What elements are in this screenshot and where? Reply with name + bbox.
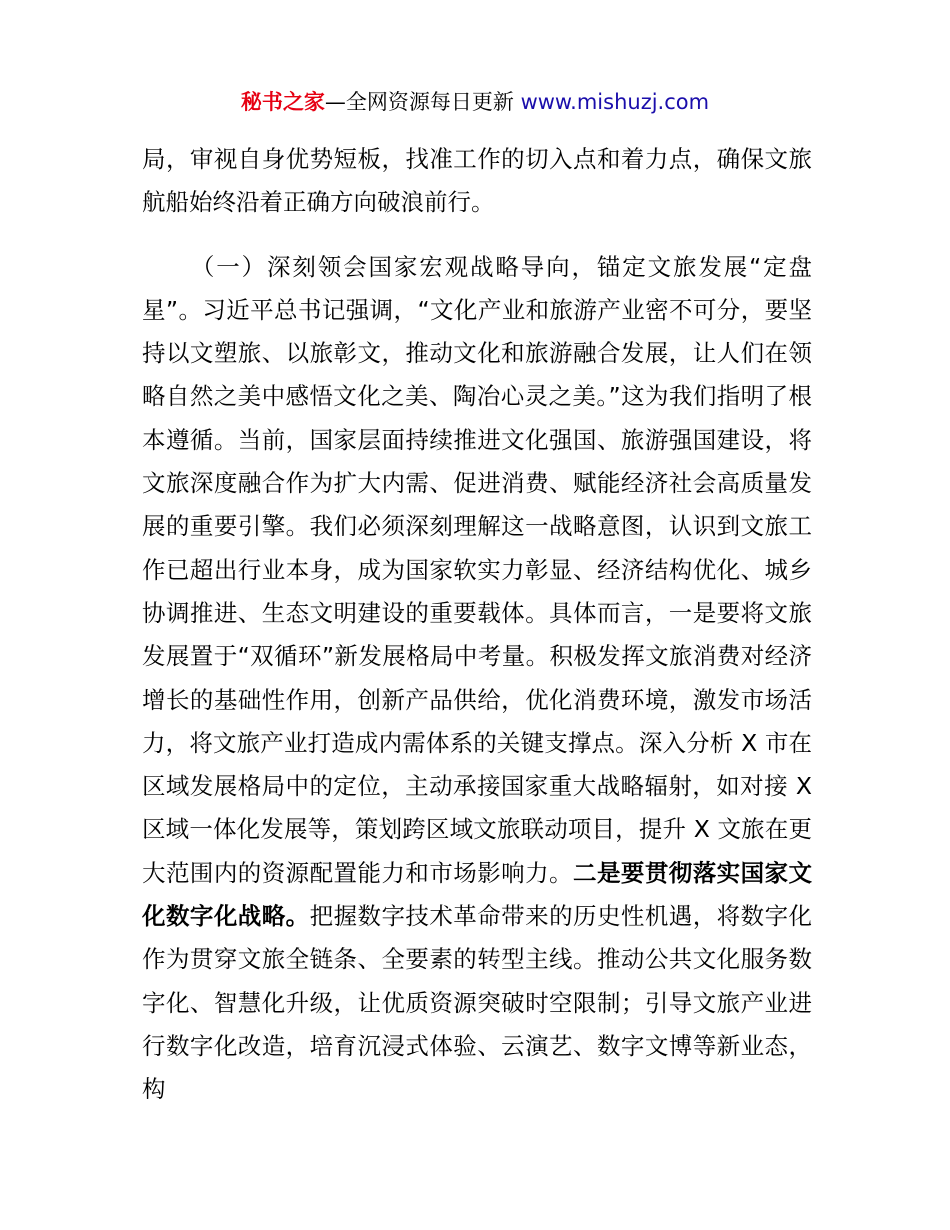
page-header: [0, 87, 950, 117]
document-body: [142, 138, 812, 1112]
paragraph-2-bold-heading: 二是要贯彻落实国家文化数字化战略。: [142, 858, 812, 931]
paragraph-2-text-a: （一）深刻领会国家宏观战略导向，锚定文旅发展“定盘星”。习近平总书记强调，“文化产业和旅游产业密不可分，要坚持以文塑旅、以旅彰文，推动文化和旅游融合发展，让人们在领略自然之美中感悟文化之美、陶冶心灵之美。”这为我们指明了根本遵循。当前，国家层面持续推进文化强国、旅游强国建设，将文旅深度融合作为扩大内需、促进消费、赋能经济社会高质量发展的重要引擎。我们必须深刻理解这一战略意图，认识到文旅工作已超出行业本身，成为国家软实力彰显、经济结构优化、城乡协调推进、生态文明建设的重要载体。具体而言，一是要将文旅发展置于“双循环”新发展格局中考量。积极发挥文旅消费对经济增长的基础性作用，创新产品供给，优化消费环境，激发市场活力，将文旅产业打造成内需体系的关键支撑点。深入分析 X 市在区域发展格局中的定位，主动承接国家重大战略辐射，如对接 X 区域一体化发展等，策划跨区域文旅联动项目，提升 X 文旅在更大范围内的资源配置能力和市场影响力。: [142, 252, 812, 887]
website-link[interactable]: www.mishuzj.com: [520, 90, 710, 114]
paragraph-2-text-b: 把握数字技术革命带来的历史性机遇，将数字化作为贯穿文旅全链条、全要素的转型主线。推动公共文化服务数字化、智慧化升级，让优质资源突破时空限制；引导文旅产业进行数字化改造，培育沉浸式体验、云演艺、数字文博等新业态，构: [142, 902, 813, 1104]
paragraph-1: 局，审视自身优势短板，找准工作的切入点和着力点，确保文旅航船始终沿着正确方向破浪前行。: [142, 145, 812, 217]
brand-name: 秘书之家: [240, 90, 325, 114]
paragraph-2: [142, 246, 812, 1112]
header-tagline: —全网资源每日更新: [324, 90, 514, 114]
